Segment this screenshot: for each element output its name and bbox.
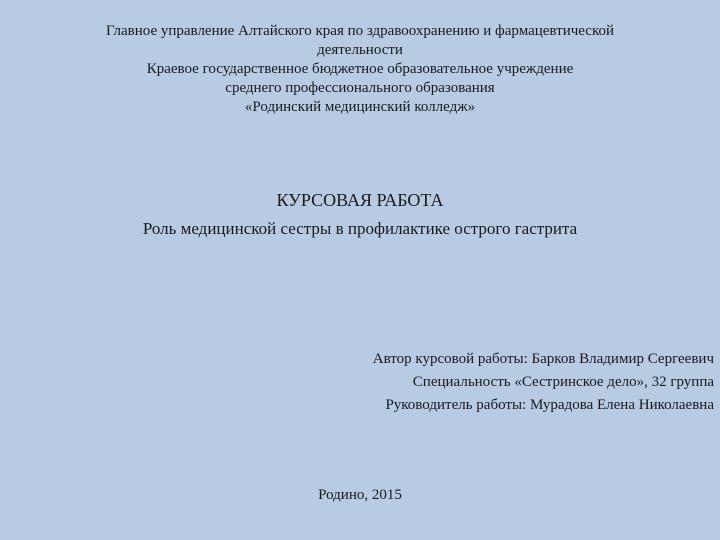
- institution-header: [40, 22, 680, 117]
- ministry-line: Главное управление Алтайского края по здравоохранению и фармацевтической: [105, 23, 615, 39]
- education-level-line: среднего профессионального образования: [225, 80, 495, 96]
- institution-type-line: Краевое государственное бюджетное образовательное учреждение: [146, 61, 574, 77]
- supervisor-line: Руководитель работы: Мурадова Елена Николаевна: [385, 397, 714, 413]
- author-info: [194, 348, 714, 417]
- author-line: Автор курсовой работы: Барков Владимир Сергеевич: [372, 351, 714, 367]
- place-year: Родино, 2015: [318, 487, 402, 503]
- work-type-heading: КУРСОВАЯ РАБОТА: [276, 190, 444, 210]
- college-name: «Родинский медицинский колледж»: [244, 99, 476, 115]
- title-block: [20, 188, 700, 240]
- specialty-line: Специальность «Сестринское дело», 32 группа: [412, 374, 714, 390]
- topic-title: Роль медицинской сестры в профилактике острого гастрита: [142, 219, 578, 238]
- ministry-line-continued: деятельности: [317, 42, 403, 58]
